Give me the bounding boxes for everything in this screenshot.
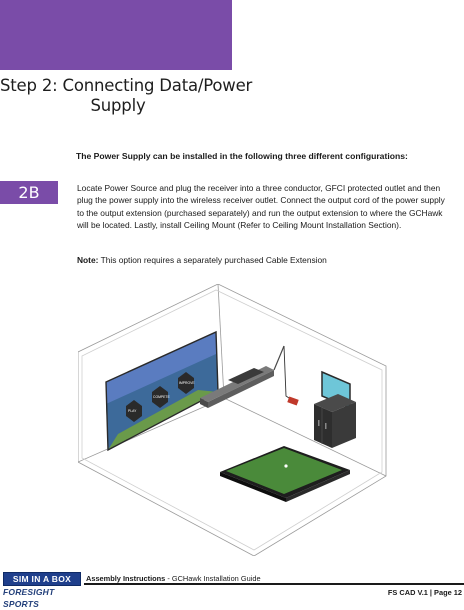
- section-title-line-1: Step 2: Connecting Data/Power: [0, 76, 253, 95]
- logo-sim-in-a-box: SIM IN A BOX: [3, 572, 81, 586]
- intro-text: The Power Supply can be installed in the following three different configurations:: [76, 151, 408, 161]
- header-band: [0, 0, 232, 70]
- hitting-mat: [220, 446, 350, 502]
- note-label: Note:: [77, 255, 99, 265]
- screen-brand: SIMINABOX: [146, 341, 175, 358]
- power-cable: [284, 346, 298, 402]
- screen-label-improve: IMPROVE: [179, 381, 195, 385]
- section-title-line-2: Supply: [90, 96, 146, 115]
- simulator-room-illustration: [78, 284, 398, 556]
- section-title: [0, 76, 253, 116]
- note: [77, 254, 452, 266]
- cabinet: [314, 394, 356, 448]
- screen-label-compete: COMPETE: [153, 395, 170, 399]
- logo-foresight-sports: FORESIGHT SPORTS: [3, 587, 55, 609]
- screen-label-play: PLAY: [128, 409, 137, 413]
- footer-guide-separator: -: [165, 574, 172, 583]
- page-number: FS CAD V.1 | Page 12: [387, 588, 462, 597]
- power-supply-box: [287, 396, 298, 405]
- sim-in-a-box-logo: [0, 570, 84, 609]
- footer-divider: [84, 583, 464, 585]
- footer-guide-title: [86, 574, 261, 583]
- footer-guide-label: Assembly Instructions: [86, 574, 166, 583]
- option-description: Locate Power Source and plug the receiver into a three conductor, GFCI protected outlet and then plug the power supply into the wireless receiver outlet. Connect the output cord of the power supply to the output extension (purchased separately) and run the output extension to where the GCHawk will be located. Lastly, install Ceiling Mount (Refer to Ceiling Mount Installation Section).: [77, 183, 445, 230]
- footer-guide-text: GCHawk Installation Guide: [171, 574, 261, 583]
- step-badge: 2B: [0, 181, 58, 204]
- note-text: This option requires a separately purchased Cable Extension: [98, 255, 327, 265]
